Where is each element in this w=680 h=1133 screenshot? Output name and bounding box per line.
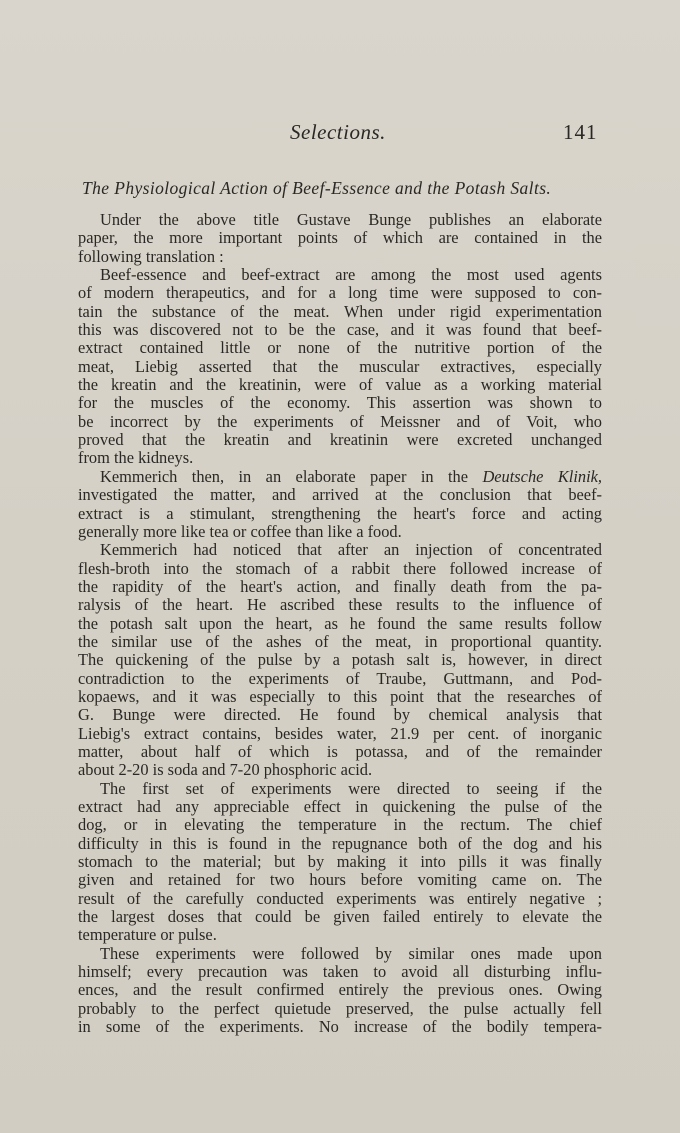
text-line: generally more like tea or coffee than like a food. [78,521,402,541]
text-line: extract contained little or none of the nutritive portion of the [78,338,602,358]
article-body [78,211,602,1036]
text-line: tain the substance of the meat. When under rigid experimentation [78,301,602,321]
text-line: Kemmerich had noticed that after an injection of concentrated [100,540,602,560]
text-line: These experiments were followed by similar ones made upon [100,943,602,963]
text-line: about 2-20 is soda and 7-20 phosphoric acid. [78,760,373,780]
text-line: extract is a stimulant, strengthening the heart's force and acting [78,503,602,523]
text-segment: Kemmerich then, in an elaborate paper in the [100,466,483,486]
page-number: 141 [563,120,598,144]
text-line: G. Bunge were directed. He found by chemical analysis that [78,705,602,725]
text-line: flesh-broth into the stomach of a rabbit there followed increase of [78,558,602,578]
text-line: of modern therapeutics, and for a long time were supposed to con- [78,283,602,303]
text-line: given and retained for two hours before vomiting came on. The [78,870,602,890]
text-line: this was discovered not to be the case, and it was found that beef- [78,320,602,340]
text-line: ralysis of the heart. He ascribed these results to the influence of [78,595,602,615]
text-line: the largest doses that could be given failed entirely to elevate the [78,907,602,927]
text-line: temperature or pulse. [78,925,217,945]
text-line [78,468,602,486]
text-line: in some of the experiments. No increase of the bodily tempera- [78,1017,602,1037]
text-line: proved that the kreatin and kreatinin were excreted unchanged [78,430,602,450]
text-line: following translation : [78,246,224,266]
page-header [0,120,680,154]
text-line: extract had any appreciable effect in quickening the pulse of the [78,797,602,816]
text-line: the potash salt upon the heart, as he found the same results follow [78,613,602,633]
text-line: The quickening of the pulse by a potash salt is, however, in direct [78,650,602,670]
text-line: Liebig's extract contains, besides water, 21.9 per cent. of inorganic [78,723,602,743]
text-line: probably to the perfect quietude preserved, the pulse actually fell [78,998,602,1018]
running-title: Selections. [290,120,386,144]
text-line: stomach to the material; but by making it into pills it was finally [78,852,602,872]
text-line: kopaews, and it was especially to this point that the researches of [78,686,602,706]
text-line: Beef-essence and beef-extract are among the most used agents [100,265,602,285]
text-line: Under the above title Gustave Bunge publishes an elaborate [100,210,602,229]
text-line: be incorrect by the experiments of Meissner and of Voit, who [78,411,602,431]
text-line: dog, or in elevating the temperature in the rectum. The chief [78,815,602,835]
text-line: from the kidneys. [78,448,194,468]
text-line: meat, Liebig asserted that the muscular extractives, especially [78,356,602,376]
text-line: investigated the matter, and arrived at the conclusion that beef- [78,485,602,505]
text-line: result of the carefully conducted experiments was entirely negative ; [78,888,602,908]
text-line: the similar use of the ashes of the meat, in proportional quantity. [78,631,602,651]
text-line: paper, the more important points of which are contained in the [78,228,602,248]
journal-name: Deutsche Klinik, [482,466,602,486]
text-line: The first set of experiments were directed to seeing if the [100,778,602,798]
text-line: contradiction to the experiments of Traube, Guttmann, and Pod- [78,668,602,688]
text-line: difficulty in this is found in the repugnance both of the dog and his [78,833,602,853]
text-line: ences, and the result confirmed entirely the previous ones. Owing [78,980,602,1000]
text-line: the rapidity of the heart's action, and finally death from the pa- [78,576,602,596]
text-line: for the muscles of the economy. This assertion was shown to [78,393,602,413]
text-line: matter, about half of which is potassa, and of the remainder [78,741,602,761]
text-line: the kreatin and the kreatinin, were of value as a working material [78,375,602,395]
text-line: himself; every precaution was taken to avoid all disturbing influ- [78,962,602,982]
article-title: The Physiological Action of Beef-Essence and the Potash Salts. [82,178,552,198]
